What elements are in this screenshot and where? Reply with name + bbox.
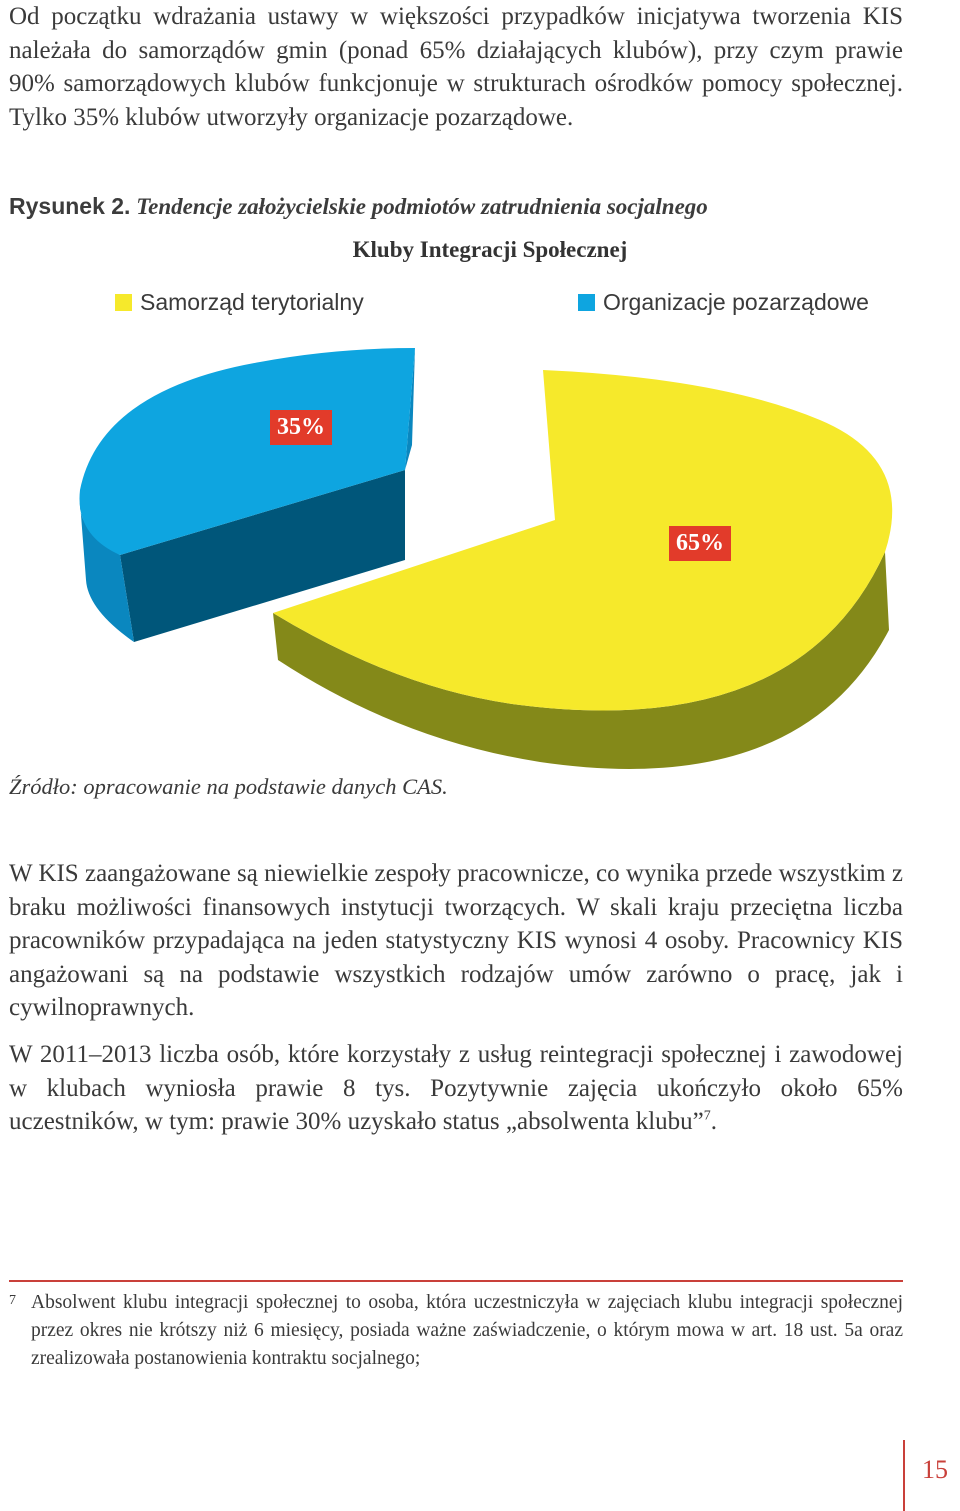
figure-label: Rysunek 2. xyxy=(9,193,131,219)
legend-label: Organizacje pozarządowe xyxy=(603,289,869,315)
body-paragraph-3-end: . xyxy=(710,1108,717,1135)
page-number-rule xyxy=(903,1440,905,1511)
figure-caption xyxy=(9,193,708,220)
legend-item-samorzad xyxy=(115,289,364,316)
pie-label-samorzad: 65% xyxy=(669,526,731,561)
legend-swatch-yellow xyxy=(115,294,132,311)
footnote-number: 7 xyxy=(9,1293,16,1308)
footnote-ref[interactable]: 7 xyxy=(703,1108,711,1124)
footnote xyxy=(9,1289,903,1373)
body-paragraph-3 xyxy=(9,1038,903,1139)
pie-label-organizacje: 35% xyxy=(270,410,332,445)
chart-title: Kluby Integracji Społecznej xyxy=(352,237,628,262)
legend-item-organizacje xyxy=(578,289,869,316)
pie-chart xyxy=(0,330,960,770)
body-paragraph-2: W KIS zaangażowane są niewielkie zespoły pracownicze, co wynika przede wszystkim z braku możliwości finansowych instytucji tworzących. W skali kraju przeciętna liczba pracowników przypadająca na jeden statystyczny KIS wynosi 4 osoby. Pracownicy KIS angażowani są na podstawie wszystkich rodzajów umów zarówno o pracę, jak i cywilnoprawnych. xyxy=(9,860,903,1021)
footnote-divider xyxy=(9,1280,903,1282)
legend-swatch-blue xyxy=(578,294,595,311)
page-number: 15 xyxy=(922,1455,948,1484)
figure-title: Tendencje założycielskie podmiotów zatrudnienia socjalnego xyxy=(136,194,708,219)
legend-label: Samorząd terytorialny xyxy=(140,289,364,315)
intro-paragraph: Od początku wdrażania ustawy w większości przypadków inicjatywa tworzenia KIS należała do samorządów gmin (ponad 65% działających klubów), przy czym prawie 90% samorządowych klubów funkcjonuje w strukturach ośrodków pomocy społecznej. Tylko 35% klubów utworzyły organizacje pozarządowe. xyxy=(9,3,903,131)
source-note: Źródło: opracowanie na podstawie danych CAS. xyxy=(9,774,448,799)
footnote-text: Absolwent klubu integracji społecznej to osoba, która uczestniczyła w zajęciach klubu integracji społecznej przez okres nie krótszy niż 6 miesięcy, posiada ważne zaświadczenie, o którym mowa w art. 18 ust. 5a oraz zrealizowała postanowienia kontraktu socjalnego; xyxy=(31,1292,903,1369)
body-paragraph-3-text: W 2011–2013 liczba osób, które korzystały z usług reintegracji społecznej i zawodowej w klubach wyniosła prawie 8 tys. Pozytywnie zajęcia ukończyło około 65% uczestników, w tym: prawie 30% uzyskało status „absolwenta klubu” xyxy=(9,1041,903,1135)
